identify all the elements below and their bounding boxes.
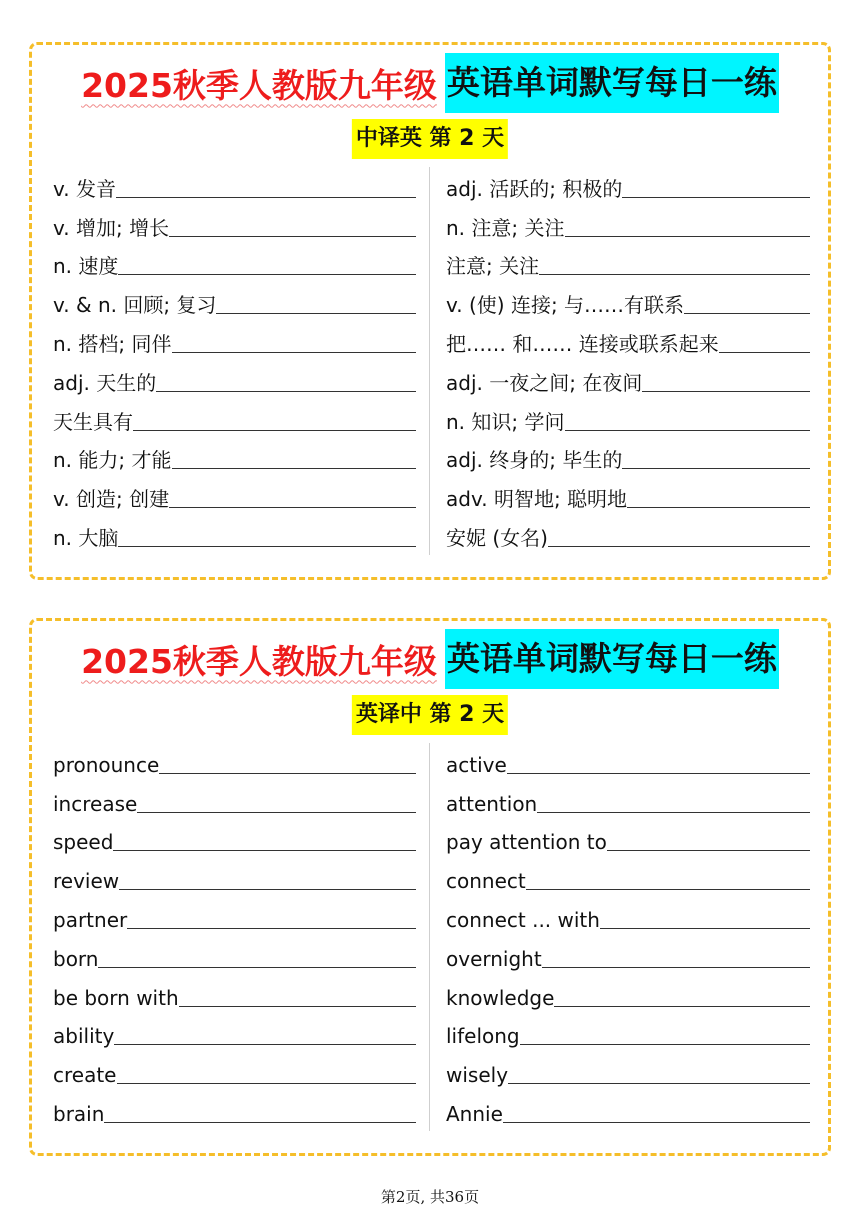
answer-blank[interactable]: [169, 507, 416, 508]
dictation-row: [53, 245, 416, 284]
prompt-text: review: [53, 869, 120, 894]
answer-blank[interactable]: [622, 468, 810, 469]
answer-blank[interactable]: [520, 1044, 810, 1045]
prompt-text: v. & n. 回顾; 复习: [53, 293, 217, 318]
answer-blank[interactable]: [526, 889, 810, 890]
dictation-row: [446, 516, 810, 555]
dictation-row: [446, 821, 810, 860]
prompt-text: partner: [53, 907, 128, 932]
dictation-row: [53, 821, 416, 860]
answer-blank[interactable]: [113, 850, 416, 851]
answer-blank[interactable]: [117, 1083, 417, 1084]
answer-blank[interactable]: [537, 812, 810, 813]
prompt-text: pronounce: [53, 752, 160, 777]
prompt-text: pay attention to: [446, 830, 607, 855]
prompt-text: active: [446, 752, 507, 777]
dictation-row: [53, 516, 416, 555]
dictation-row: [446, 859, 810, 898]
dictation-row: [446, 976, 810, 1015]
prompt-text: n. 注意; 关注: [446, 215, 565, 240]
answer-blank[interactable]: [216, 313, 416, 314]
answer-blank[interactable]: [508, 1083, 810, 1084]
dictation-row: [446, 361, 810, 400]
prompt-text: connect: [446, 869, 526, 894]
answer-blank[interactable]: [179, 1006, 416, 1007]
dictation-row: [53, 1053, 416, 1092]
dictation-row: [446, 898, 810, 937]
dictation-row: [446, 1092, 810, 1131]
answer-blank[interactable]: [565, 236, 811, 237]
dictation-row: [53, 167, 416, 206]
prompt-text: n. 知识; 学问: [446, 409, 565, 434]
title-grade-label: 2025秋季人教版九年级: [81, 641, 437, 681]
prompt-text: n. 能力; 才能: [53, 448, 172, 473]
prompt-text: n. 搭档; 同伴: [53, 331, 172, 356]
answer-blank[interactable]: [503, 1122, 810, 1123]
right-column: [446, 167, 810, 555]
dictation-row: [446, 245, 810, 284]
page-footer: 第2页, 共36页: [380, 1188, 480, 1206]
prompt-text: 注意; 关注: [446, 254, 540, 279]
dictation-row: [446, 322, 810, 361]
dictation-row: [446, 1015, 810, 1054]
dictation-row: [446, 167, 810, 206]
dictation-row: [53, 322, 416, 361]
prompt-text: be born with: [53, 985, 179, 1010]
card-title: [32, 53, 828, 113]
left-column: [53, 743, 416, 1131]
prompt-text: brain: [53, 1101, 105, 1126]
card-subtitle: 中译英 第 2 天: [352, 119, 508, 159]
answer-blank[interactable]: [642, 391, 810, 392]
answer-blank[interactable]: [114, 1044, 416, 1045]
prompt-text: v. 发音: [53, 176, 116, 201]
dictation-row: [53, 976, 416, 1015]
answer-blank[interactable]: [548, 546, 810, 547]
answer-blank[interactable]: [542, 967, 810, 968]
prompt-text: speed: [53, 830, 114, 855]
dictation-row: [446, 439, 810, 478]
answer-blank[interactable]: [133, 430, 416, 431]
prompt-text: adj. 天生的: [53, 370, 157, 395]
worksheet-card-chinese-to-english: [29, 42, 831, 580]
prompt-text: create: [53, 1063, 117, 1088]
prompt-text: born: [53, 946, 99, 971]
prompt-text: adj. 一夜之间; 在夜间: [446, 370, 643, 395]
dictation-row: [53, 361, 416, 400]
answer-blank[interactable]: [627, 507, 810, 508]
card-title: [32, 629, 828, 689]
answer-blank[interactable]: [684, 313, 810, 314]
prompt-text: v. (使) 连接; 与……有联系: [446, 293, 685, 318]
dictation-row: [446, 937, 810, 976]
answer-blank[interactable]: [554, 1006, 810, 1007]
prompt-text: ability: [53, 1024, 115, 1049]
answer-blank[interactable]: [104, 1122, 416, 1123]
answer-blank[interactable]: [607, 850, 810, 851]
left-column: [53, 167, 416, 555]
dictation-row: [446, 782, 810, 821]
right-column: [446, 743, 810, 1131]
dictation-row: [446, 283, 810, 322]
dictation-row: [53, 400, 416, 439]
dictation-row: [53, 1015, 416, 1054]
answer-blank[interactable]: [98, 967, 416, 968]
column-divider: [429, 743, 430, 1131]
dictation-row: [53, 283, 416, 322]
title-practice-label: 英语单词默写每日一练: [445, 629, 779, 689]
prompt-text: adj. 终身的; 毕生的: [446, 448, 623, 473]
answer-blank[interactable]: [116, 197, 416, 198]
answer-blank[interactable]: [137, 812, 416, 813]
answer-blank[interactable]: [719, 352, 810, 353]
dictation-row: [446, 743, 810, 782]
prompt-text: 安妮 (女名): [446, 525, 548, 550]
prompt-text: adv. 明智地; 聪明地: [446, 487, 628, 512]
prompt-text: connect ... with: [446, 907, 600, 932]
answer-blank[interactable]: [159, 773, 416, 774]
dictation-row: [446, 400, 810, 439]
prompt-text: increase: [53, 791, 138, 816]
title-grade-label: 2025秋季人教版九年级: [81, 65, 437, 105]
prompt-text: overnight: [446, 946, 542, 971]
prompt-text: v. 增加; 增长: [53, 215, 170, 240]
answer-blank[interactable]: [156, 391, 416, 392]
answer-blank[interactable]: [565, 430, 811, 431]
prompt-text: Annie: [446, 1101, 503, 1126]
prompt-text: adj. 活跃的; 积极的: [446, 176, 623, 201]
dictation-row: [446, 206, 810, 245]
title-practice-label: 英语单词默写每日一练: [445, 53, 779, 113]
answer-blank[interactable]: [507, 773, 810, 774]
dictation-row: [53, 1092, 416, 1131]
answer-blank[interactable]: [539, 274, 810, 275]
answer-blank[interactable]: [172, 352, 417, 353]
dictation-row: [446, 1053, 810, 1092]
prompt-text: n. 大脑: [53, 525, 119, 550]
answer-blank[interactable]: [119, 889, 416, 890]
prompt-text: 天生具有: [53, 409, 133, 434]
dictation-row: [53, 937, 416, 976]
answer-blank[interactable]: [169, 236, 416, 237]
dictation-row: [53, 439, 416, 478]
dictation-row: [446, 477, 810, 516]
dictation-row: [53, 859, 416, 898]
prompt-text: 把…… 和…… 连接或联系起来: [446, 331, 719, 356]
answer-blank[interactable]: [622, 197, 810, 198]
prompt-text: attention: [446, 791, 538, 816]
column-divider: [429, 167, 430, 555]
dictation-row: [53, 477, 416, 516]
prompt-text: v. 创造; 创建: [53, 487, 170, 512]
prompt-text: lifelong: [446, 1024, 520, 1049]
prompt-text: knowledge: [446, 985, 555, 1010]
answer-blank[interactable]: [118, 546, 416, 547]
worksheet-card-english-to-chinese: [29, 618, 831, 1156]
dictation-row: [53, 206, 416, 245]
card-subtitle: 英译中 第 2 天: [352, 695, 508, 735]
answer-blank[interactable]: [600, 928, 810, 929]
dictation-row: [53, 898, 416, 937]
prompt-text: n. 速度: [53, 254, 119, 279]
dictation-row: [53, 743, 416, 782]
dictation-row: [53, 782, 416, 821]
answer-blank[interactable]: [127, 928, 416, 929]
prompt-text: wisely: [446, 1063, 509, 1088]
answer-blank[interactable]: [118, 274, 416, 275]
answer-blank[interactable]: [172, 468, 417, 469]
